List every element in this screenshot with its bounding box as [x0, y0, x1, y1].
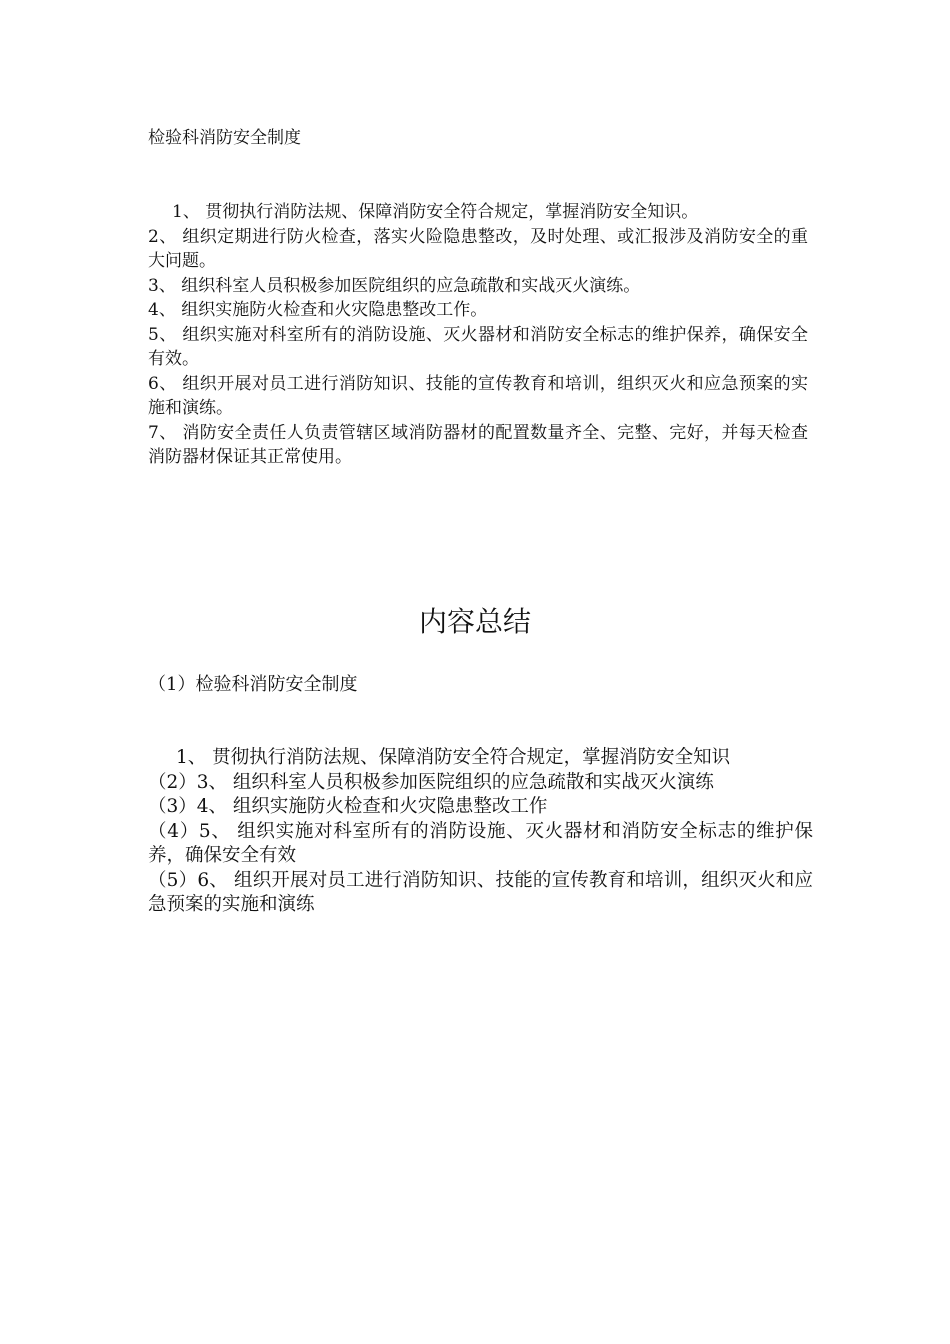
- regulation-item-3: 3、 组织科室人员积极参加医院组织的应急疏散和实战灭火演练。: [148, 275, 641, 296]
- summary-item-2: （2）3、 组织科室人员积极参加医院组织的应急疏散和实战灭火演练: [148, 771, 714, 793]
- summary-item-5: （5）6、 组织开展对员工进行消防知识、技能的宣传教育和培训，组织灭火和应急预案的实施和演练: [148, 869, 813, 915]
- summary-item-1: 1、 贯彻执行消防法规、保障消防安全符合规定，掌握消防安全知识: [176, 747, 731, 768]
- regulation-item-4: 4、 组织实施防火检查和火灾隐患整改工作。: [148, 300, 488, 320]
- summary-list: [148, 746, 813, 918]
- regulation-item-5: 5、 组织实施对科室所有的消防设施、灭火器材和消防安全标志的维护保养，确保安全有效。: [148, 324, 808, 369]
- regulation-item-7: 7、 消防安全责任人负责管辖区域消防器材的配置数量齐全、完整、完好，并每天检查消防器材保证其正常使用。: [148, 422, 808, 467]
- regulation-item-2: 2、 组织定期进行防火检查，落实火险隐患整改，及时处理、或汇报涉及消防安全的重大问题。: [148, 226, 808, 271]
- summary-item-4: （4）5、 组织实施对科室所有的消防设施、灭火器材和消防安全标志的维护保养，确保安全有效: [148, 820, 813, 866]
- regulation-item-6: 6、 组织开展对员工进行消防知识、技能的宣传教育和培训，组织灭火和应急预案的实施和演练。: [148, 373, 808, 418]
- summary-subtitle: （1）检验科消防安全制度: [148, 674, 358, 695]
- document-title: 检验科消防安全制度: [148, 128, 301, 148]
- regulation-item-1: 1、 贯彻执行消防法规、保障消防安全符合规定，掌握消防安全知识。: [172, 202, 699, 222]
- regulation-list: [148, 200, 808, 470]
- summary-item-3: （3）4、 组织实施防火检查和火灾隐患整改工作: [148, 796, 548, 817]
- summary-heading: 内容总结: [418, 605, 531, 638]
